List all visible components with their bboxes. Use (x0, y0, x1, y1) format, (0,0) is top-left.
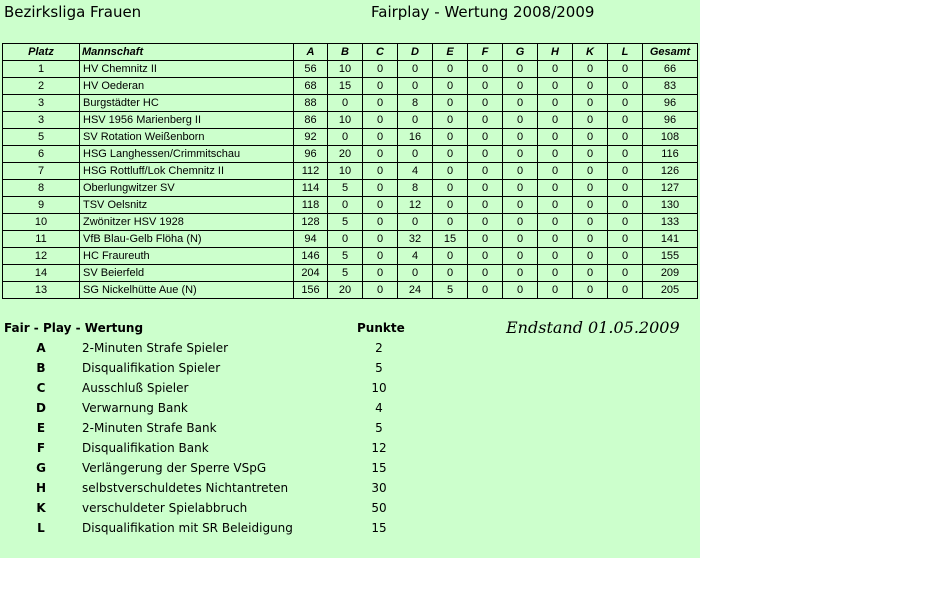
points-cell: 0 (503, 265, 538, 282)
points-cell: 0 (503, 129, 538, 146)
rank-cell: 12 (3, 248, 80, 265)
points-cell: 16 (398, 129, 433, 146)
team-cell: HSV 1956 Marienberg II (80, 112, 294, 129)
points-cell: 8 (398, 95, 433, 112)
points-cell: 0 (363, 95, 398, 112)
points-cell: 0 (468, 231, 503, 248)
legend-description: Disqualifikation Bank (82, 441, 209, 455)
legend-description: verschuldeter Spielabbruch (82, 501, 248, 515)
points-cell: 0 (468, 214, 503, 231)
points-cell: 0 (573, 163, 608, 180)
legend-code: K (36, 501, 46, 515)
points-cell: 0 (608, 163, 643, 180)
points-cell: 112 (294, 163, 328, 180)
points-cell: 15 (328, 78, 363, 95)
points-cell: 0 (363, 265, 398, 282)
points-cell: 0 (433, 265, 468, 282)
legend-description: Ausschluß Spieler (82, 381, 189, 395)
team-cell: SV Beierfeld (80, 265, 294, 282)
legend-code: G (36, 461, 46, 475)
legend-description: Disqualifikation mit SR Beleidigung (82, 521, 293, 535)
legend-description: selbstverschuldetes Nichtantreten (82, 481, 289, 495)
legend-code: A (36, 341, 46, 355)
points-cell: 0 (538, 265, 573, 282)
rank-cell: 13 (3, 282, 80, 299)
table-row (3, 61, 698, 78)
fairplay-table (2, 43, 698, 299)
table-row (3, 112, 698, 129)
total-cell: 116 (643, 146, 698, 163)
points-cell: 0 (608, 231, 643, 248)
points-cell: 0 (538, 214, 573, 231)
points-cell: 0 (573, 78, 608, 95)
column-header: G (503, 44, 538, 61)
legend-points: 10 (371, 381, 387, 395)
team-cell: HC Fraureuth (80, 248, 294, 265)
legend-description: 2-Minuten Strafe Spieler (82, 341, 229, 355)
points-cell: 0 (573, 282, 608, 299)
points-cell: 0 (433, 146, 468, 163)
column-header: A (294, 44, 328, 61)
table-row (3, 231, 698, 248)
points-cell: 118 (294, 197, 328, 214)
rank-cell: 1 (3, 61, 80, 78)
table-row (3, 248, 698, 265)
rating-title: Fairplay - Wertung 2008/2009 (371, 3, 595, 21)
points-cell: 0 (573, 112, 608, 129)
table-row (3, 180, 698, 197)
table-row (3, 129, 698, 146)
points-cell: 88 (294, 95, 328, 112)
table-row (3, 197, 698, 214)
total-cell: 209 (643, 265, 698, 282)
points-cell: 0 (363, 61, 398, 78)
points-cell: 0 (573, 248, 608, 265)
points-cell: 24 (398, 282, 433, 299)
rank-cell: 3 (3, 95, 80, 112)
column-header: K (573, 44, 608, 61)
rank-cell: 11 (3, 231, 80, 248)
points-cell: 0 (503, 282, 538, 299)
points-cell: 0 (608, 265, 643, 282)
legend-points: 12 (371, 441, 387, 455)
points-cell: 0 (468, 163, 503, 180)
legend-description: Verwarnung Bank (82, 401, 188, 415)
legend-code: H (36, 481, 47, 495)
points-cell: 0 (538, 95, 573, 112)
legend-points-header: Punkte (357, 321, 405, 335)
team-cell: TSV Oelsnitz (80, 197, 294, 214)
points-cell: 0 (363, 112, 398, 129)
rank-cell: 9 (3, 197, 80, 214)
table-row (3, 265, 698, 282)
team-cell: Burgstädter HC (80, 95, 294, 112)
legend-points: 2 (375, 341, 383, 355)
legend-description: Verlängerung der Sperre VSpG (82, 461, 267, 475)
points-cell: 0 (573, 197, 608, 214)
points-cell: 156 (294, 282, 328, 299)
points-cell: 0 (503, 214, 538, 231)
points-cell: 86 (294, 112, 328, 129)
points-cell: 0 (608, 95, 643, 112)
points-cell: 15 (433, 231, 468, 248)
points-cell: 0 (538, 129, 573, 146)
points-cell: 0 (538, 61, 573, 78)
points-cell: 0 (468, 61, 503, 78)
points-cell: 0 (363, 180, 398, 197)
points-cell: 0 (608, 129, 643, 146)
points-cell: 0 (538, 282, 573, 299)
points-cell: 0 (433, 163, 468, 180)
points-cell: 0 (328, 95, 363, 112)
legend-description: 2-Minuten Strafe Bank (82, 421, 217, 435)
points-cell: 0 (328, 197, 363, 214)
team-cell: HV Chemnitz II (80, 61, 294, 78)
points-cell: 0 (573, 129, 608, 146)
points-cell: 0 (468, 282, 503, 299)
points-cell: 0 (433, 214, 468, 231)
points-cell: 0 (433, 129, 468, 146)
table-row (3, 78, 698, 95)
total-cell: 96 (643, 95, 698, 112)
legend-points: 50 (371, 501, 387, 515)
points-cell: 0 (538, 78, 573, 95)
points-cell: 94 (294, 231, 328, 248)
total-cell: 141 (643, 231, 698, 248)
total-cell: 133 (643, 214, 698, 231)
league-title: Bezirksliga Frauen (4, 3, 142, 21)
points-cell: 0 (608, 214, 643, 231)
total-cell: 155 (643, 248, 698, 265)
points-cell: 0 (608, 112, 643, 129)
points-cell: 0 (608, 197, 643, 214)
column-header: F (468, 44, 503, 61)
table-row (3, 214, 698, 231)
team-cell: HSG Rottluff/Lok Chemnitz II (80, 163, 294, 180)
points-cell: 0 (503, 197, 538, 214)
points-cell: 0 (328, 231, 363, 248)
legend-points: 15 (371, 521, 387, 535)
rank-cell: 7 (3, 163, 80, 180)
rank-cell: 14 (3, 265, 80, 282)
legend-code: D (36, 401, 46, 415)
points-cell: 0 (398, 265, 433, 282)
points-cell: 0 (433, 197, 468, 214)
points-cell: 0 (468, 146, 503, 163)
points-cell: 0 (538, 112, 573, 129)
points-cell: 5 (328, 248, 363, 265)
total-cell: 205 (643, 282, 698, 299)
column-header: E (433, 44, 468, 61)
column-header: Mannschaft (80, 44, 294, 61)
table-row (3, 146, 698, 163)
points-cell: 92 (294, 129, 328, 146)
points-cell: 10 (328, 163, 363, 180)
table-header-row (3, 44, 698, 61)
column-header: C (363, 44, 398, 61)
points-cell: 0 (503, 61, 538, 78)
points-cell: 0 (363, 214, 398, 231)
points-cell: 0 (468, 112, 503, 129)
total-cell: 130 (643, 197, 698, 214)
total-cell: 96 (643, 112, 698, 129)
points-cell: 0 (573, 146, 608, 163)
points-cell: 10 (328, 61, 363, 78)
points-cell: 4 (398, 248, 433, 265)
points-cell: 0 (363, 231, 398, 248)
column-header: D (398, 44, 433, 61)
points-cell: 0 (608, 61, 643, 78)
points-cell: 4 (398, 163, 433, 180)
table-body (3, 61, 698, 299)
column-header: H (538, 44, 573, 61)
points-cell: 0 (538, 163, 573, 180)
rank-cell: 5 (3, 129, 80, 146)
points-cell: 0 (363, 163, 398, 180)
points-cell: 56 (294, 61, 328, 78)
points-cell: 0 (468, 95, 503, 112)
points-cell: 0 (398, 146, 433, 163)
points-cell: 8 (398, 180, 433, 197)
points-cell: 0 (608, 282, 643, 299)
table-row (3, 95, 698, 112)
points-cell: 5 (328, 180, 363, 197)
points-cell: 10 (328, 112, 363, 129)
points-cell: 0 (468, 197, 503, 214)
points-cell: 0 (363, 248, 398, 265)
points-cell: 0 (503, 231, 538, 248)
legend-points: 5 (375, 361, 383, 375)
column-header: B (328, 44, 363, 61)
team-cell: SV Rotation Weißenborn (80, 129, 294, 146)
points-cell: 20 (328, 146, 363, 163)
points-cell: 0 (468, 78, 503, 95)
points-cell: 0 (363, 78, 398, 95)
legend-code: B (36, 361, 46, 375)
points-cell: 0 (608, 146, 643, 163)
legend-description: Disqualifikation Spieler (82, 361, 221, 375)
table-row (3, 163, 698, 180)
team-cell: VfB Blau-Gelb Flöha (N) (80, 231, 294, 248)
legend-points: 5 (375, 421, 383, 435)
points-cell: 0 (468, 129, 503, 146)
legend-code: C (36, 381, 46, 395)
legend-code: L (37, 521, 45, 535)
points-cell: 0 (538, 248, 573, 265)
points-cell: 0 (398, 78, 433, 95)
total-cell: 108 (643, 129, 698, 146)
rank-cell: 6 (3, 146, 80, 163)
points-cell: 0 (608, 180, 643, 197)
legend-title: Fair - Play - Wertung (4, 321, 144, 335)
points-cell: 0 (503, 112, 538, 129)
total-cell: 127 (643, 180, 698, 197)
points-cell: 204 (294, 265, 328, 282)
rank-cell: 10 (3, 214, 80, 231)
points-cell: 0 (573, 61, 608, 78)
points-cell: 0 (503, 248, 538, 265)
points-cell: 0 (503, 78, 538, 95)
points-cell: 0 (468, 180, 503, 197)
table-row (3, 282, 698, 299)
team-cell: SG Nickelhütte Aue (N) (80, 282, 294, 299)
endstand-date: Endstand 01.05.2009 (506, 318, 680, 337)
points-cell: 0 (433, 180, 468, 197)
points-cell: 0 (608, 78, 643, 95)
points-cell: 0 (503, 95, 538, 112)
points-cell: 0 (608, 248, 643, 265)
points-cell: 0 (398, 112, 433, 129)
points-cell: 146 (294, 248, 328, 265)
points-cell: 5 (328, 214, 363, 231)
points-cell: 5 (328, 265, 363, 282)
points-cell: 114 (294, 180, 328, 197)
points-cell: 0 (573, 95, 608, 112)
column-header: Platz (3, 44, 80, 61)
points-cell: 0 (433, 95, 468, 112)
rank-cell: 8 (3, 180, 80, 197)
points-cell: 0 (538, 180, 573, 197)
total-cell: 126 (643, 163, 698, 180)
team-cell: Oberlungwitzer SV (80, 180, 294, 197)
points-cell: 0 (503, 146, 538, 163)
points-cell: 0 (468, 248, 503, 265)
legend-code: E (36, 421, 46, 435)
points-cell: 0 (398, 214, 433, 231)
team-cell: HSG Langhessen/Crimmitschau (80, 146, 294, 163)
points-cell: 0 (363, 129, 398, 146)
team-cell: HV Oederan (80, 78, 294, 95)
team-cell: Zwönitzer HSV 1928 (80, 214, 294, 231)
legend-points: 4 (375, 401, 383, 415)
points-cell: 0 (573, 231, 608, 248)
total-cell: 66 (643, 61, 698, 78)
points-cell: 128 (294, 214, 328, 231)
points-cell: 0 (573, 214, 608, 231)
legend-points: 15 (371, 461, 387, 475)
points-cell: 0 (363, 197, 398, 214)
points-cell: 0 (433, 112, 468, 129)
points-cell: 0 (363, 146, 398, 163)
rank-cell: 2 (3, 78, 80, 95)
total-cell: 83 (643, 78, 698, 95)
points-cell: 5 (433, 282, 468, 299)
points-cell: 0 (538, 231, 573, 248)
points-cell: 68 (294, 78, 328, 95)
points-cell: 0 (538, 197, 573, 214)
points-cell: 32 (398, 231, 433, 248)
points-cell: 96 (294, 146, 328, 163)
points-cell: 20 (328, 282, 363, 299)
points-cell: 0 (363, 282, 398, 299)
legend-points: 30 (371, 481, 387, 495)
points-cell: 0 (433, 61, 468, 78)
points-cell: 0 (538, 146, 573, 163)
points-cell: 0 (503, 163, 538, 180)
column-header: L (608, 44, 643, 61)
rank-cell: 3 (3, 112, 80, 129)
points-cell: 0 (433, 248, 468, 265)
points-cell: 0 (398, 61, 433, 78)
points-cell: 12 (398, 197, 433, 214)
points-cell: 0 (468, 265, 503, 282)
column-header: Gesamt (643, 44, 698, 61)
points-cell: 0 (503, 180, 538, 197)
points-cell: 0 (573, 180, 608, 197)
legend-code: F (36, 441, 46, 455)
points-cell: 0 (573, 265, 608, 282)
points-cell: 0 (328, 129, 363, 146)
points-cell: 0 (433, 78, 468, 95)
